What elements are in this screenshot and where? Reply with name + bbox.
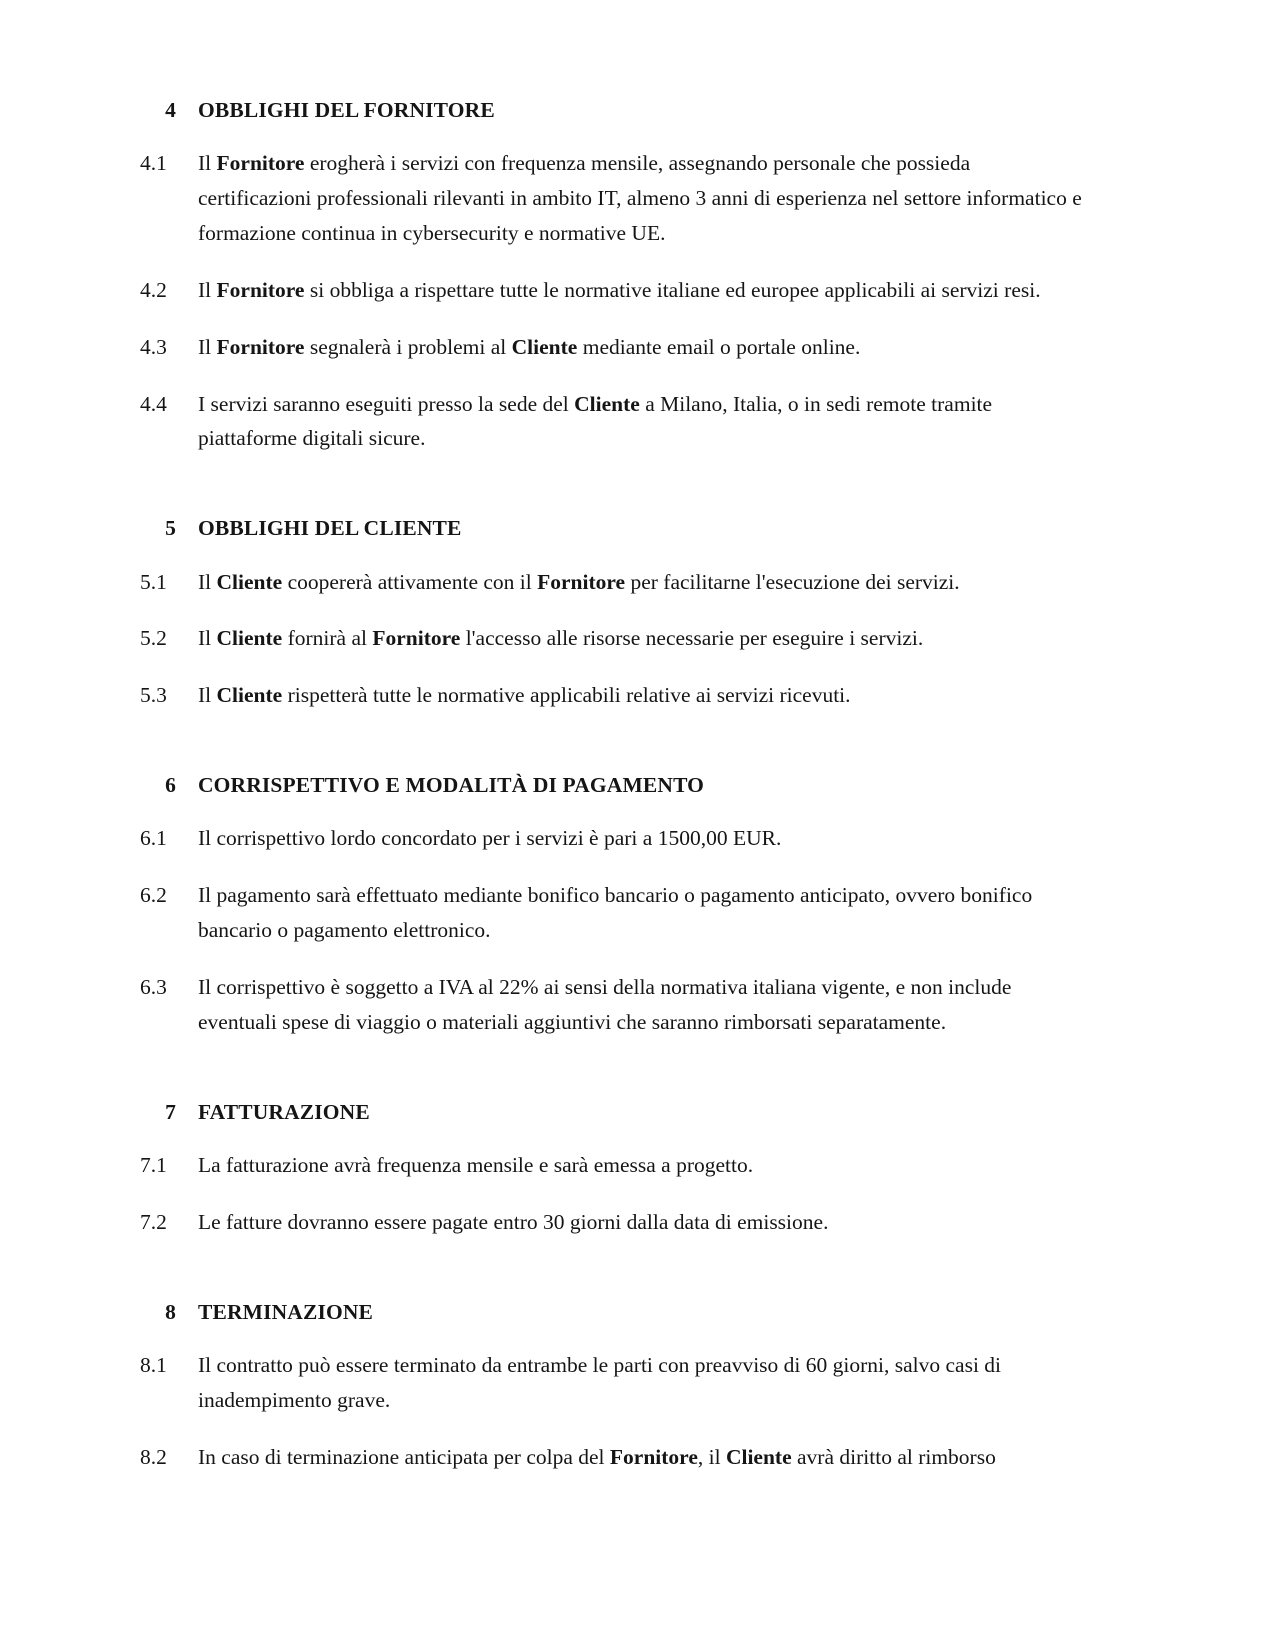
section-title: OBBLIGHI DEL FORNITORE: [198, 98, 495, 122]
clause-text-run: Il contratto può essere terminato da entrambe le parti con preavviso di 60 giorni, salvo casi di inadempimento grave.: [198, 1352, 1002, 1412]
section-heading: [140, 1098, 1085, 1126]
clause-8.2: [140, 1440, 1085, 1475]
clause-text: [198, 1205, 1085, 1240]
clause-text-emphasis: Fornitore: [216, 334, 305, 359]
clause-text-run: segnalerà i problemi al: [304, 334, 512, 359]
clause-6.3: [140, 970, 1085, 1040]
clause-text-run: Il: [198, 334, 217, 359]
clause-number: 6.2: [140, 883, 167, 908]
clause-number: 5.1: [140, 569, 167, 594]
section-number: 6: [165, 773, 176, 798]
section-8: [140, 1298, 1085, 1475]
clause-text-emphasis: Fornitore: [609, 1444, 698, 1469]
clause-text-run: Il: [198, 626, 217, 651]
clause-text-run: a Milano, Italia, o in sedi remote tramite piattaforme digitali sicure.: [198, 391, 993, 451]
clause-text: [198, 1348, 1085, 1418]
clause-text-run: erogherà i servizi con frequenza mensile, assegnando personale che possieda certificazioni professionali rilevanti in ambito IT, almeno 3 anni di esperienza nel settore informatico e formazione continua in cybersecurity e normative UE.: [198, 151, 1082, 246]
section-heading: [140, 771, 1085, 799]
clause-7.2: [140, 1205, 1085, 1240]
clause-text: [198, 1440, 1085, 1475]
clause-number: 4.4: [140, 391, 167, 416]
clause-text: [198, 821, 1085, 856]
clause-text-run: Il corrispettivo è soggetto a IVA al 22% ai sensi della normativa italiana vigente, e non include eventuali spese di viaggio o materiali aggiuntivi che saranno rimborsati separatamente.: [198, 974, 1012, 1034]
clause-text-run: l'accesso alle risorse necessarie per eseguire i servizi.: [460, 626, 924, 651]
clause-text: [198, 621, 1085, 656]
clause-text: [198, 1148, 1085, 1183]
clause-text-run: La fatturazione avrà frequenza mensile e sarà emessa a progetto.: [198, 1152, 754, 1177]
clause-text-emphasis: Fornitore: [216, 151, 305, 176]
clause-text-run: si obbliga a rispettare tutte le normative italiane ed europee applicabili ai servizi resi.: [304, 277, 1041, 302]
document-body: [140, 96, 1085, 1474]
section-number: 8: [165, 1299, 176, 1324]
section-6: [140, 771, 1085, 1040]
clause-number: 7.2: [140, 1209, 167, 1234]
clause-text: [198, 273, 1085, 308]
section-title: OBBLIGHI DEL CLIENTE: [198, 516, 462, 541]
section-title: FATTURAZIONE: [198, 1099, 370, 1124]
clause-text-emphasis: Fornitore: [372, 626, 461, 651]
clause-number: 5.3: [140, 683, 167, 708]
clause-text-run: Il: [198, 151, 217, 176]
section-number: 7: [165, 1099, 176, 1124]
clause-text-run: In caso di terminazione anticipata per colpa del: [198, 1444, 610, 1469]
clause-number: 8.2: [140, 1444, 167, 1469]
clause-5.3: [140, 678, 1085, 713]
clause-text: [198, 878, 1085, 948]
clause-number: 6.1: [140, 826, 167, 851]
clause-text-run: fornirà al: [282, 626, 373, 651]
section-heading: [140, 96, 1085, 124]
clause-number: 8.1: [140, 1352, 167, 1377]
clause-text-run: Il: [198, 683, 217, 708]
clause-text: [198, 678, 1085, 713]
clause-text-run: rispetterà tutte le normative applicabili relative ai servizi ricevuti.: [282, 683, 851, 708]
clause-text-run: mediante email o portale online.: [577, 334, 861, 359]
section-number: 4: [165, 98, 176, 122]
section-title: TERMINAZIONE: [198, 1299, 374, 1324]
clause-text: [198, 565, 1085, 600]
clause-text-run: I servizi saranno eseguiti presso la sede del: [198, 391, 575, 416]
clause-text-emphasis: Cliente: [574, 391, 640, 416]
clause-text: [198, 146, 1085, 250]
clause-text-emphasis: Cliente: [725, 1444, 792, 1469]
clause-text-run: Il: [198, 277, 217, 302]
clause-4.4: [140, 387, 1085, 457]
clause-text: [198, 970, 1085, 1040]
clause-number: 4.3: [140, 334, 167, 359]
clause-text-run: Il: [198, 569, 217, 594]
clause-4.3: [140, 330, 1085, 365]
clause-6.2: [140, 878, 1085, 948]
clause-text-emphasis: Cliente: [216, 569, 283, 594]
clause-4.2: [140, 273, 1085, 308]
clause-8.1: [140, 1348, 1085, 1418]
clause-text: [198, 330, 1085, 365]
clause-text: [198, 387, 1085, 457]
clause-text-run: , il: [697, 1444, 726, 1469]
section-title: CORRISPETTIVO E MODALITÀ DI PAGAMENTO: [198, 773, 705, 798]
section-heading: [140, 1298, 1085, 1326]
clause-7.1: [140, 1148, 1085, 1183]
clause-text-run: coopererà attivamente con il: [282, 569, 538, 594]
clause-number: 4.1: [140, 151, 167, 176]
clause-text-run: Le fatture dovranno essere pagate entro 30 giorni dalla data di emissione.: [198, 1209, 829, 1234]
section-number: 5: [165, 516, 176, 541]
clause-5.2: [140, 621, 1085, 656]
clause-text-emphasis: Fornitore: [216, 277, 305, 302]
section-heading: [140, 514, 1085, 542]
section-5: [140, 514, 1085, 713]
clause-text-emphasis: Cliente: [216, 626, 283, 651]
clause-4.1: [140, 146, 1085, 250]
clause-5.1: [140, 565, 1085, 600]
clause-text-emphasis: Fornitore: [537, 569, 626, 594]
section-7: [140, 1098, 1085, 1240]
clause-text-run: Il pagamento sarà effettuato mediante bonifico bancario o pagamento anticipato, ovvero bonifico bancario o pagamento elettronico.: [198, 883, 1033, 943]
clause-number: 7.1: [140, 1152, 167, 1177]
clause-6.1: [140, 821, 1085, 856]
clause-text-run: avrà diritto al rimborso: [791, 1444, 996, 1469]
clause-text-run: Il corrispettivo lordo concordato per i servizi è pari a 1500,00 EUR.: [198, 826, 782, 851]
clause-text-run: per facilitarne l'esecuzione dei servizi.: [625, 569, 960, 594]
clause-number: 5.2: [140, 626, 167, 651]
clause-number: 4.2: [140, 277, 167, 302]
section-4: [140, 96, 1085, 456]
clause-text-emphasis: Cliente: [511, 334, 578, 359]
clause-text-emphasis: Cliente: [216, 683, 283, 708]
clause-number: 6.3: [140, 974, 167, 999]
